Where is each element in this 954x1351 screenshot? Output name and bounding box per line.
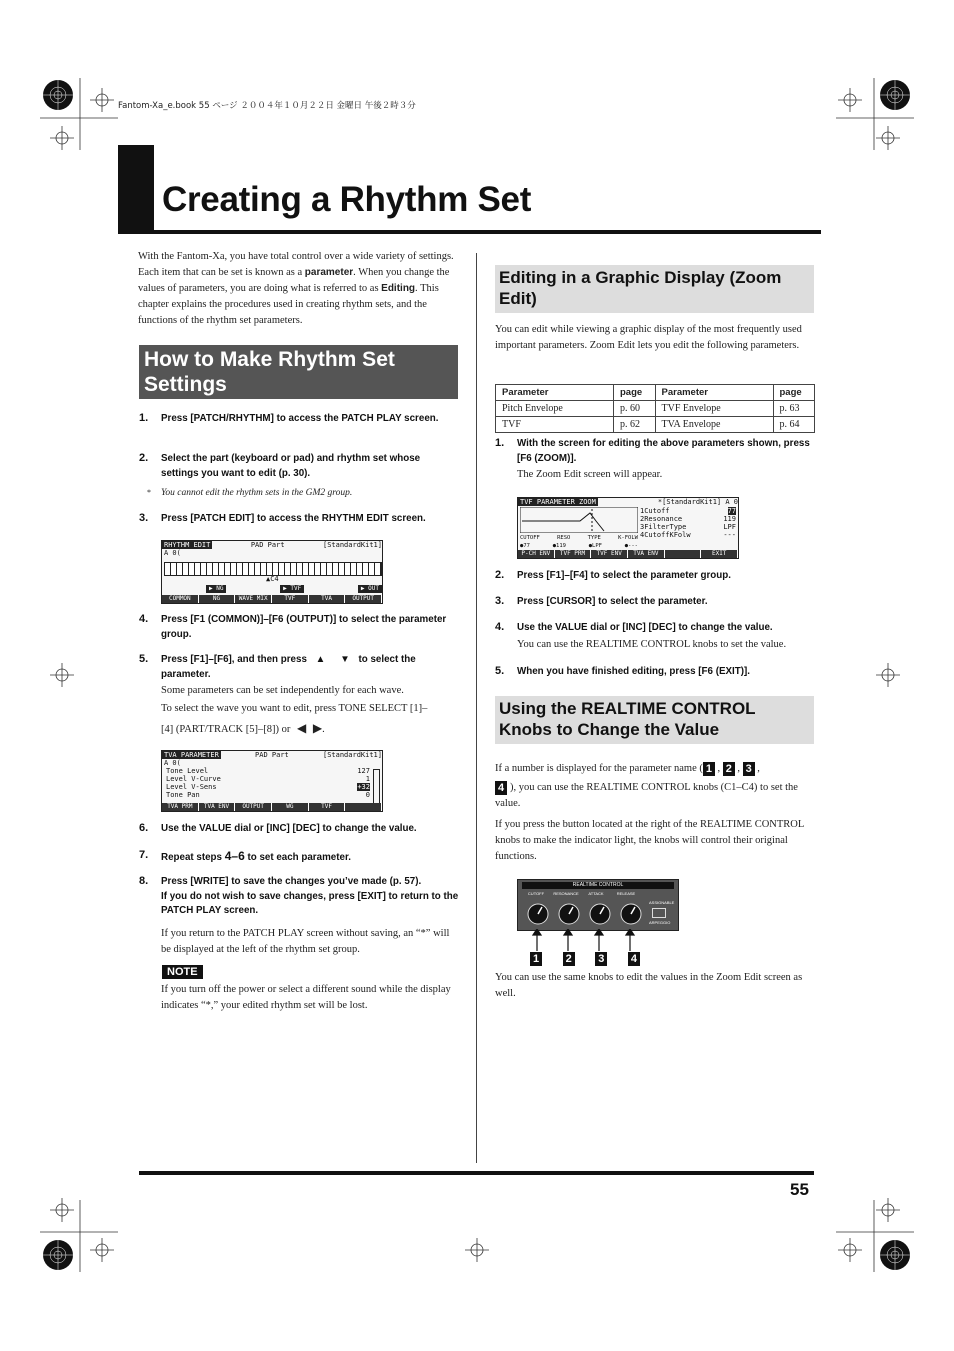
step-number: 6. bbox=[139, 822, 149, 834]
step-number: 4. bbox=[495, 621, 505, 633]
step-number: 1. bbox=[139, 412, 149, 424]
panel-title: REALTIME CONTROL bbox=[522, 882, 674, 889]
title-block bbox=[118, 145, 154, 233]
table-header: page bbox=[773, 385, 815, 401]
step5-paragraph-2: [4] (PART/TRACK [5]–[8]) or ◀ ▶. bbox=[161, 721, 325, 735]
step-text: Press [WRITE] to save the changes you’ve made (p. 57). If you do not wish to save changes, press [EXIT] to return to the PATCH PLAY screen. bbox=[161, 876, 459, 916]
lcd-param-row: Level V-Sens +32 bbox=[166, 783, 370, 791]
step-sub-text: The Zoom Edit screen will appear. bbox=[517, 469, 663, 480]
intro-paragraph: With the Fantom-Xa, you have total control over a wide variety of settings. Each item that can be set is known as a parameter. When you change the values of parameters, you are doing what is referred to as Editing. This chapter explains the procedures used in creating rhythm sets, and the functions of the rhythm set parameters. bbox=[138, 251, 454, 326]
lcd-set: [StandardKit1] bbox=[322, 751, 382, 759]
step-number: 3. bbox=[139, 512, 149, 524]
cursor-down-icon: ▼ bbox=[340, 654, 350, 665]
knob-caption: RELEASE bbox=[616, 891, 636, 896]
keyboard-graphic bbox=[164, 562, 382, 576]
realtime-paragraph-3: You can use the same knobs to edit the values in the Zoom Edit screen as well. bbox=[495, 972, 803, 999]
panel-side-label: ASSIGNABLE bbox=[649, 900, 675, 905]
table-row: Pitch Envelope p. 60 TVF Envelope p. 63 bbox=[496, 401, 815, 417]
title-rule bbox=[118, 230, 821, 234]
lcd-tab: TVA bbox=[309, 595, 346, 603]
section-heading-zoom-edit: Editing in a Graphic Display (Zoom Edit) bbox=[495, 265, 814, 313]
lcd-title: RHYTHM EDIT bbox=[164, 541, 211, 549]
lcd-title: TVF PARAMETER ZOOM bbox=[520, 498, 596, 506]
lcd-tab: TVA PRM bbox=[162, 803, 199, 811]
footer-rule bbox=[139, 1171, 814, 1175]
number-box-2: 2 bbox=[723, 762, 735, 776]
lcd-part: PAD Part bbox=[250, 541, 285, 549]
lcd-tab: TVF bbox=[272, 595, 309, 603]
cursor-right-icon: ▶ bbox=[312, 721, 323, 735]
tvf-zoom-screen bbox=[517, 497, 739, 559]
cursor-up-icon: ▲ bbox=[315, 654, 326, 665]
lcd-param-row: Tone Pan 0 bbox=[166, 791, 370, 799]
lcd-knob-value: ●LPF bbox=[588, 543, 602, 549]
realtime-control-panel bbox=[517, 879, 679, 931]
step5-paragraph-2a: To select the wave you want to edit, press TONE SELECT [1]– bbox=[161, 703, 428, 714]
rhythm-edit-screen bbox=[161, 540, 383, 604]
realtime-paragraph-2: If you press the button located at the right of the REALTIME CONTROL knobs to make the indicator light, the knobs will control their original functions. bbox=[495, 819, 804, 862]
panel-number-1: 1 bbox=[530, 952, 542, 966]
lcd-part: PAD Part bbox=[255, 751, 289, 759]
lcd-tab: TVF bbox=[309, 803, 346, 811]
table-header: Parameter bbox=[655, 385, 773, 401]
lcd-knob-label: RESO bbox=[557, 535, 571, 541]
lcd-param-row: 3FilterType LPF bbox=[640, 523, 736, 531]
note-text: If you turn off the power or select a different sound while the display indicates “*,” your edited rhythm set will be lost. bbox=[161, 984, 451, 1011]
step-text: With the screen for editing the above parameters shown, press [F6 (ZOOM)]. bbox=[517, 438, 810, 464]
lcd-tab bbox=[665, 550, 702, 558]
knob-row bbox=[522, 900, 646, 928]
step-sub-text: You can use the REALTIME CONTROL knobs to set the value. bbox=[517, 639, 787, 650]
lcd-key: ▲C4 bbox=[266, 575, 279, 583]
lcd-knob-label: CUTOFF bbox=[520, 535, 540, 541]
knob-caption: ATTACK bbox=[588, 891, 604, 896]
lcd-tab: OUTPUT bbox=[235, 803, 272, 811]
lcd-param-row: 4CutoffKFolw --- bbox=[640, 531, 736, 539]
step-text: Press [F1]–[F4] to select the parameter group. bbox=[517, 570, 731, 581]
lcd-knob-value: ●119 bbox=[552, 543, 566, 549]
number-box-3: 3 bbox=[743, 762, 755, 776]
lcd-knob-label: K-FOLW bbox=[618, 535, 638, 541]
step-text: Use the VALUE dial or [INC] [DEC] to change the value. bbox=[161, 823, 417, 834]
lcd-arrow-ng: ▶ NG bbox=[206, 585, 226, 593]
lcd-tab: TVF PRM bbox=[555, 550, 592, 558]
lcd-param-row: Level V-Curve 1 bbox=[166, 775, 370, 783]
step-text: Press [PATCH/RHYTHM] to access the PATCH PLAY screen. bbox=[161, 413, 439, 424]
cursor-left-icon: ◀ bbox=[296, 721, 307, 735]
lcd-arrow-tvf: ▶ TVF bbox=[280, 585, 304, 593]
section-heading-rhythm-settings: How to Make Rhythm Set Settings bbox=[139, 345, 458, 399]
page-title: Creating a Rhythm Set bbox=[162, 180, 532, 219]
lcd-tab: TVA ENV bbox=[628, 550, 665, 558]
note-badge: NOTE bbox=[162, 965, 203, 979]
step8-paragraph: If you return to the PATCH PLAY screen without saving, an “*” will be displayed at the left of the rhythm set group. bbox=[161, 928, 450, 955]
lcd-arrow-out: ▶ OUT bbox=[358, 585, 382, 593]
lcd-tab: WG bbox=[272, 803, 309, 811]
panel-button bbox=[652, 908, 666, 918]
step-text: Press [CURSOR] to select the parameter. bbox=[517, 596, 708, 607]
table-row: TVF p. 62 TVA Envelope p. 64 bbox=[496, 417, 815, 433]
table-header: page bbox=[614, 385, 656, 401]
step-note: You cannot edit the rhythm sets in the GM2 group. bbox=[161, 488, 353, 498]
table-header: Parameter bbox=[496, 385, 614, 401]
lcd-knob-value: ●--- bbox=[624, 543, 638, 549]
lcd-tab: WAVE MIX bbox=[235, 595, 272, 603]
panel-number-2: 2 bbox=[563, 952, 575, 966]
panel-side-label: ARPEGGIO bbox=[649, 920, 671, 925]
zoom-intro-paragraph: You can edit while viewing a graphic display of the most frequently used important parameters. Zoom Edit lets you edit the following parameters. bbox=[495, 324, 802, 351]
lcd-param-row: 2Resonance 119 bbox=[640, 515, 736, 523]
step5-paragraph-1: Some parameters can be set independently for each wave. bbox=[161, 685, 404, 696]
lcd-knob-label: TYPE bbox=[587, 535, 601, 541]
lcd-row: A 0( bbox=[164, 759, 181, 767]
lcd-set: *[StandardKit1] A 0 bbox=[657, 498, 738, 506]
step-text: Press [F1 (COMMON)]–[F6 (OUTPUT)] to select the parameter group. bbox=[161, 614, 447, 640]
step-number: 5. bbox=[139, 653, 149, 665]
step-text: When you have finished editing, press [F6 (EXIT)]. bbox=[517, 666, 750, 677]
panel-arrows bbox=[517, 929, 677, 953]
realtime-paragraph-1b: 4 ), you can use the REALTIME CONTROL knobs (C1–C4) to set the value. bbox=[495, 781, 798, 809]
step-number: 7. bbox=[139, 849, 149, 861]
number-box-1: 1 bbox=[703, 762, 715, 776]
lcd-knob-value: ●77 bbox=[520, 543, 530, 549]
tva-parameter-screen bbox=[161, 750, 383, 812]
lcd-tab: OUTPUT bbox=[345, 595, 382, 603]
lcd-tab: COMMON bbox=[162, 595, 199, 603]
section-heading-realtime-control: Using the REALTIME CONTROL Knobs to Change the Value bbox=[495, 696, 814, 744]
lcd-set: [StandardKit1] bbox=[322, 541, 382, 549]
step-text: Press [PATCH EDIT] to access the RHYTHM EDIT screen. bbox=[161, 513, 426, 524]
lcd-title: TVA PARAMETER bbox=[164, 751, 219, 759]
page-number: 55 bbox=[790, 1180, 809, 1199]
step-number: 5. bbox=[495, 665, 505, 677]
step-text: Press [F1]–[F6], and then press ▲ ▼ to select the parameter. bbox=[161, 654, 416, 680]
step-text: Select the part (keyboard or pad) and rhythm set whose settings you want to edit (p. 30). bbox=[161, 453, 421, 479]
step-number: 8. bbox=[139, 875, 149, 887]
step-number: 2. bbox=[139, 452, 149, 464]
lcd-param-row: 1Cutoff 77 bbox=[640, 507, 736, 515]
realtime-paragraph-1: If a number is displayed for the parameter name ( 1 , 2 , 3 , bbox=[495, 762, 760, 775]
panel-number-4: 4 bbox=[628, 952, 640, 966]
lcd-scrollbar bbox=[373, 769, 380, 805]
lcd-tab: EXIT bbox=[701, 550, 738, 558]
lcd-tab: TVF ENV bbox=[591, 550, 628, 558]
lcd-row: A 0( bbox=[164, 549, 181, 557]
lcd-tab: NG bbox=[199, 595, 236, 603]
step-text: Repeat steps 4–6 to set each parameter. bbox=[161, 849, 351, 863]
column-divider bbox=[476, 253, 477, 1163]
panel-number-3: 3 bbox=[595, 952, 607, 966]
step-number: 1. bbox=[495, 437, 505, 449]
lcd-tab: TVA ENV bbox=[199, 803, 236, 811]
lcd-tab: P-CH ENV bbox=[518, 550, 555, 558]
knob-caption: CUTOFF bbox=[527, 891, 545, 896]
parameter-table bbox=[495, 384, 815, 433]
step-text: Use the VALUE dial or [INC] [DEC] to change the value. bbox=[517, 622, 773, 633]
step-note-mark: * bbox=[147, 488, 151, 497]
knob-caption: RESONANCE bbox=[553, 891, 579, 896]
file-header: Fantom-Xa_e.book 55 ページ ２００４年１０月２２日 金曜日 午後２時３分 bbox=[118, 101, 416, 111]
lcd-tab bbox=[345, 803, 382, 811]
step-number: 2. bbox=[495, 569, 505, 581]
step-number: 4. bbox=[139, 613, 149, 625]
number-box-4: 4 bbox=[495, 781, 507, 795]
lcd-param-row: Tone Level 127 bbox=[166, 767, 370, 775]
step-number: 3. bbox=[495, 595, 505, 607]
filter-curve-graph bbox=[520, 507, 638, 533]
